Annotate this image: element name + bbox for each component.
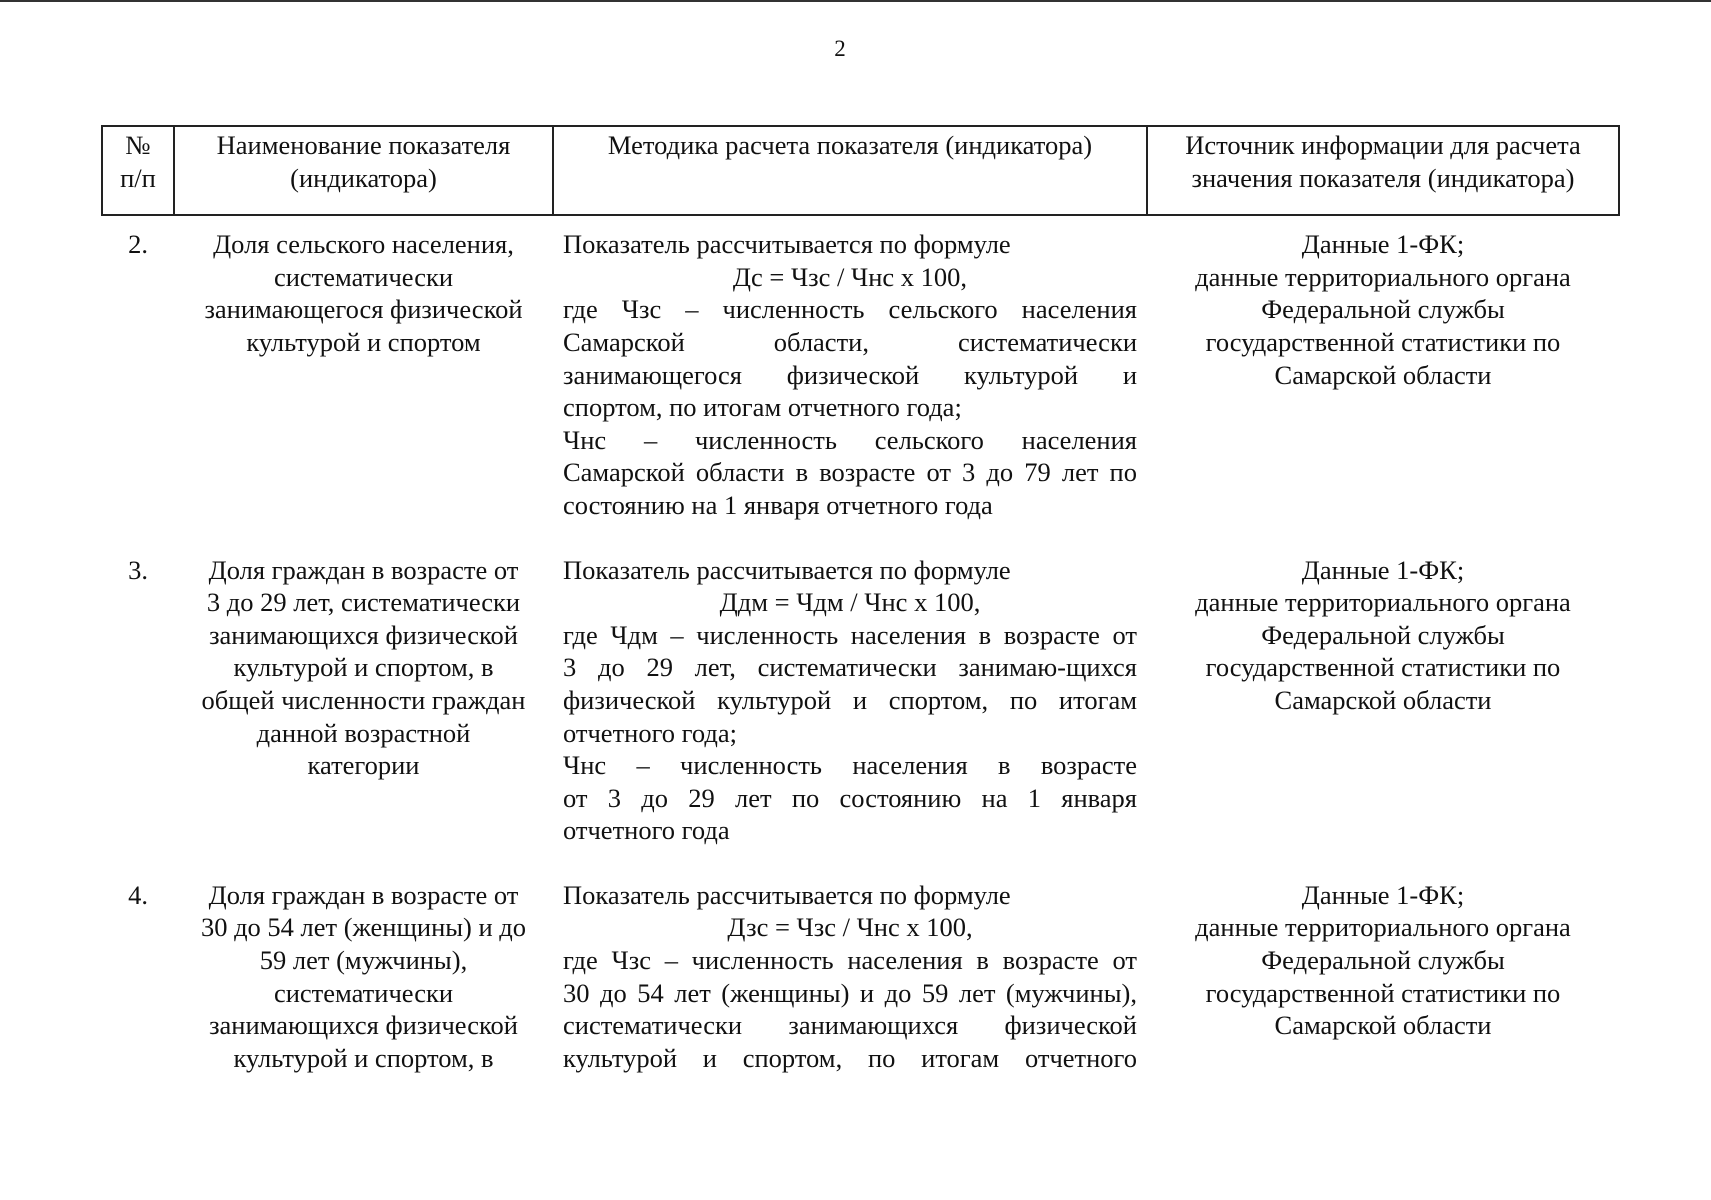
method-line: Дс = Чзс / Чнс х 100,	[732, 261, 968, 292]
row-gap	[102, 522, 1619, 554]
indicator-name-line: занимающихся физической	[209, 619, 518, 650]
indicator-name	[174, 228, 553, 521]
header-name-line: Наименование показателя	[216, 130, 511, 160]
table-row	[102, 879, 1619, 1075]
row-number: 4.	[128, 879, 148, 910]
indicator-name-line: занимающегося физической	[204, 294, 523, 325]
indicator-name-line: культурой и спортом	[246, 326, 481, 357]
indicator-name-line: данной возрастной	[256, 717, 471, 748]
indicator-name-line: занимающихся физической	[209, 1010, 518, 1041]
method-line: Показатель рассчитывается по формуле	[563, 879, 1011, 910]
indicator-name	[174, 554, 553, 847]
method-line: занимающегося физической культурой и	[563, 359, 1137, 390]
method-line: спортом, по итогам отчетного года;	[563, 392, 962, 423]
method-line: Самарской области, систематически	[563, 326, 1137, 357]
method-line: Дзс = Чзс / Чнс х 100,	[727, 912, 973, 943]
table-row	[102, 554, 1619, 847]
method-line: систематически занимающихся физической	[563, 1010, 1137, 1041]
source-line: Данные 1-ФК;	[1301, 554, 1465, 585]
page-number: 2	[834, 36, 846, 61]
source-line: Данные 1-ФК;	[1301, 229, 1465, 260]
source-line: государственной статистики по	[1205, 652, 1561, 683]
indicator-name-line: Доля сельского населения,	[213, 229, 514, 260]
source-line: данные территориального органа	[1195, 912, 1571, 943]
indicator-name-line: систематически	[273, 261, 454, 292]
table-row	[102, 228, 1619, 521]
method-line: отчетного года	[563, 815, 730, 846]
method-line: где Чдм – численность населения в возрасте от	[563, 619, 1137, 650]
header-num-line: п/п	[120, 162, 156, 193]
header-num-line: №	[125, 130, 151, 160]
information-source	[1147, 554, 1619, 847]
method-line: Показатель рассчитывается по формуле	[563, 229, 1011, 260]
indicator-name-line: Доля граждан в возрасте от	[208, 879, 519, 910]
row-number: 2.	[128, 229, 148, 260]
method-line: Чнс – численность населения в возрасте	[563, 750, 1137, 781]
method-line: 30 до 54 лет (женщины) и до 59 лет (мужчины),	[563, 977, 1137, 1008]
page-top-edge	[0, 0, 1711, 2]
method-line: 3 до 29 лет, систематически занимаю-щихся	[563, 652, 1137, 683]
indicator-name-line: культурой и спортом, в	[233, 652, 494, 683]
table-body	[102, 215, 1619, 1074]
method-line: где Чзс – численность сельского населения	[563, 294, 1137, 325]
header-name	[174, 126, 553, 215]
gap-cell	[102, 522, 1619, 554]
source-line: Самарской области	[1274, 359, 1492, 390]
method-line: от 3 до 29 лет по состоянию на 1 января	[563, 782, 1137, 813]
method-line: состоянию на 1 января отчетного года	[563, 489, 993, 520]
header-source	[1147, 126, 1619, 215]
header-method	[553, 126, 1147, 215]
source-line: Федеральной службы	[1261, 294, 1505, 325]
indicator-name-line: общей численности граждан	[201, 684, 526, 715]
source-line: данные территориального органа	[1195, 587, 1571, 618]
information-source	[1147, 879, 1619, 1075]
method-line: Чнс – численность сельского населения	[563, 424, 1137, 455]
gap-cell	[102, 847, 1619, 879]
indicators-table	[101, 125, 1620, 1074]
source-line: Самарской области	[1274, 684, 1492, 715]
source-line: государственной статистики по	[1205, 977, 1561, 1008]
row-spacer	[102, 215, 1619, 228]
calculation-method	[553, 554, 1147, 847]
header-source-line: Источник информации для расчета	[1185, 130, 1581, 160]
source-line: Федеральной службы	[1261, 619, 1505, 650]
information-source	[1147, 228, 1619, 521]
source-line: государственной статистики по	[1205, 326, 1561, 357]
method-line: Ддм = Чдм / Чнс х 100,	[719, 587, 981, 618]
method-line: культурой и спортом, по итогам отчетного	[563, 1042, 1137, 1073]
header-source-line: значения показателя (индикатора)	[1191, 162, 1575, 193]
row-number: 3.	[128, 554, 148, 585]
calculation-method	[553, 228, 1147, 521]
source-line: данные территориального органа	[1195, 261, 1571, 292]
indicator-name-line: категории	[307, 750, 420, 781]
indicator-name-line: систематически	[273, 977, 454, 1008]
indicator-name-line: 3 до 29 лет, систематически	[206, 587, 521, 618]
row-gap	[102, 847, 1619, 879]
source-line: Данные 1-ФК;	[1301, 879, 1465, 910]
source-line: Федеральной службы	[1261, 945, 1505, 976]
method-line: физической культурой и спортом, по итогам	[563, 684, 1137, 715]
indicator-name-line: Доля граждан в возрасте от	[208, 554, 519, 585]
header-num	[102, 126, 174, 215]
method-line: где Чзс – численность населения в возрасте от	[563, 945, 1137, 976]
spacer-cell	[102, 215, 1619, 228]
header-method-line: Методика расчета показателя (индикатора)	[607, 130, 1093, 160]
method-line: отчетного года;	[563, 717, 737, 748]
indicator-name-line: 59 лет (мужчины),	[259, 945, 468, 976]
indicator-name-line: 30 до 54 лет (женщины) и до	[200, 912, 527, 943]
indicator-name	[174, 879, 553, 1075]
table-header-row	[102, 126, 1619, 215]
method-line: Самарской области в возрасте от 3 до 79 лет по	[563, 457, 1137, 488]
method-line: Показатель рассчитывается по формуле	[563, 554, 1011, 585]
indicator-name-line: культурой и спортом, в	[233, 1042, 494, 1073]
calculation-method	[553, 879, 1147, 1075]
header-name-line: (индикатора)	[290, 162, 437, 193]
source-line: Самарской области	[1274, 1010, 1492, 1041]
